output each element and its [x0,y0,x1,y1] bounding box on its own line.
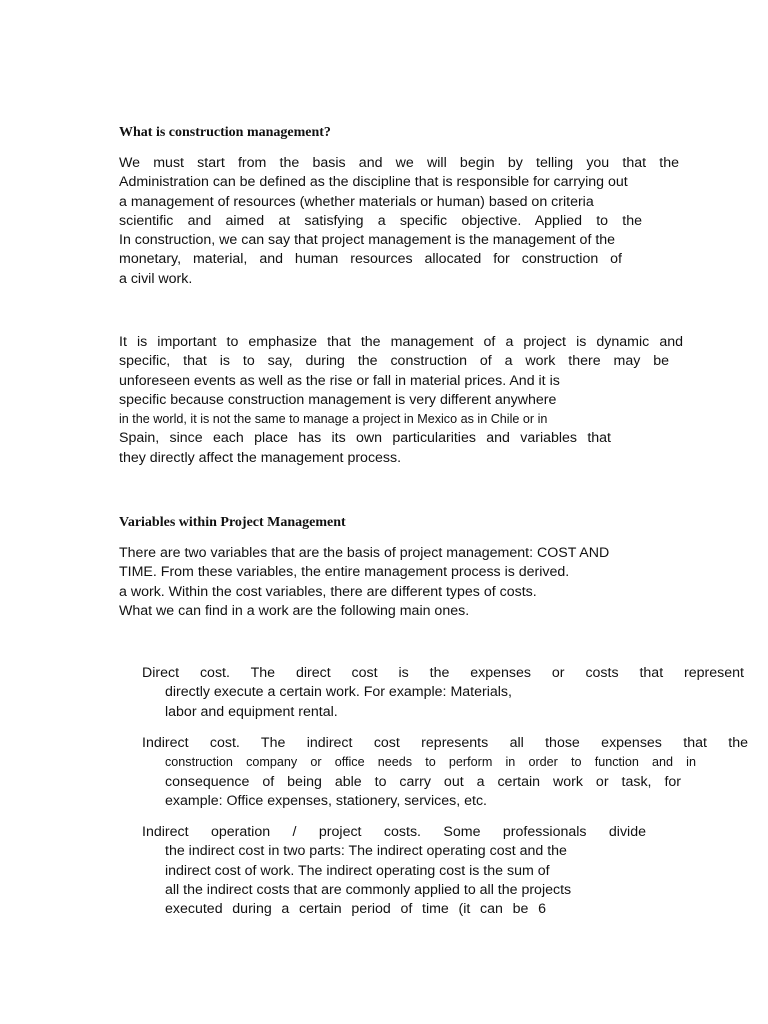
paragraph-dynamic-management [119,333,683,468]
paragraph-line: they directly affect the management process. [119,449,402,466]
paragraph-line: Spain, since each place has its own particularities and variables that [119,430,611,447]
paragraph-line: a management of resources (whether materials or human) based on criteria [119,193,594,210]
list-item-line: Direct cost. The direct cost is the expenses or costs that represent [142,665,744,681]
list-item-line: construction company or office needs to perform in order to function and in [165,755,696,770]
paragraph-definition [119,154,679,289]
list-item-line: labor and equipment rental. [165,703,338,720]
list-item-line: indirect cost of work. The indirect operating cost is the sum of [165,862,550,879]
list-item-line: all the indirect costs that are commonly applied to all the projects [165,881,572,898]
paragraph-line: scientific and aimed at satisfying a specific objective. Applied to the [119,212,642,229]
paragraph-variables [119,544,679,621]
paragraph-line: It is important to emphasize that the management of a project is dynamic and [119,334,683,350]
list-item-indirect-cost [142,734,748,811]
paragraph-line: What we can find in a work are the following main ones. [119,602,470,619]
paragraph-line: monetary, material, and human resources allocated for construction of [119,251,622,268]
list-item-line: Indirect cost. The indirect cost represents all those expenses that the [142,735,748,751]
list-item-line: consequence of being able to carry out a certain work or task, for [165,773,681,790]
paragraph-line: unforeseen events as well as the rise or fall in material prices. And it is [119,372,560,389]
paragraph-line: specific because construction management is very different anywhere [119,391,557,408]
list-item-line: the indirect cost in two parts: The indirect operating cost and the [165,843,567,860]
paragraph-line: In construction, we can say that project management is the management of the [119,232,616,249]
paragraph-line: a civil work. [119,270,193,287]
list-item-direct-cost [142,664,744,722]
paragraph-line: Administration can be defined as the discipline that is responsible for carrying out [119,174,628,191]
list-item-line: executed during a certain period of time (it can be 6 [165,901,546,918]
paragraph-line: TIME. From these variables, the entire management process is derived. [119,564,570,581]
paragraph-line: There are two variables that are the basis of project management: COST AND [119,545,610,561]
list-item-indirect-operation-costs [142,823,646,919]
section-heading-construction-management: What is construction management? [119,125,331,140]
section-heading-variables: Variables within Project Management [119,515,346,530]
paragraph-line: We must start from the basis and we will begin by telling you that the [119,155,679,171]
list-item-line: example: Office expenses, stationery, services, etc. [165,792,487,809]
list-item-line: Indirect operation / project costs. Some professionals divide [142,824,646,840]
paragraph-line: specific, that is to say, during the construction of a work there may be [119,353,669,370]
paragraph-line: a work. Within the cost variables, there are different types of costs. [119,583,537,600]
list-item-line: directly execute a certain work. For example: Materials, [165,684,512,701]
paragraph-line: in the world, it is not the same to manage a project in Mexico as in Chile or in [119,412,548,427]
